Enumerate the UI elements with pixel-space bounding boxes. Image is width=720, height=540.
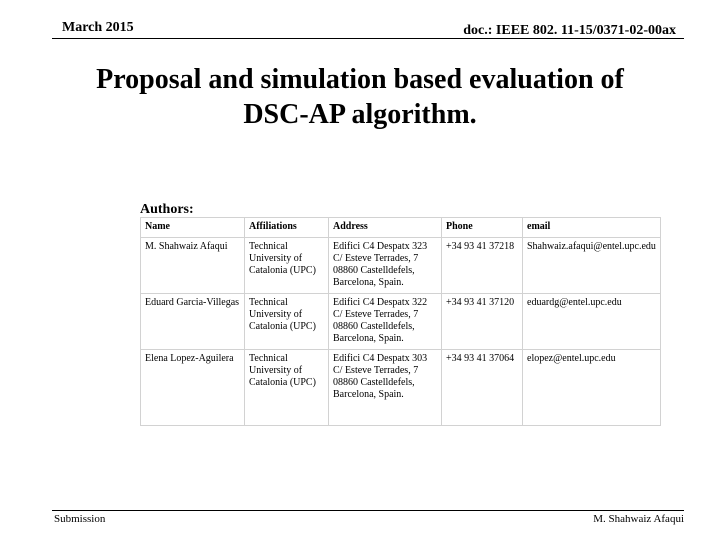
- title-line-2: DSC-AP algorithm.: [243, 99, 477, 130]
- cell-name: Elena Lopez-Aguilera: [141, 350, 245, 426]
- title-line-1: Proposal and simulation based evaluation of: [96, 64, 624, 95]
- authors-table: [140, 217, 661, 426]
- table-header-row: [141, 218, 661, 238]
- header-doc-id: doc.: IEEE 802. 11-15/0371-02-00ax: [463, 23, 676, 38]
- footer-author: M. Shahwaiz Afaqui: [593, 513, 684, 525]
- cell-address: Edifici C4 Despatx 303 C/ Esteve Terrades, 7 08860 Castelldefels, Barcelona, Spain.: [329, 350, 442, 426]
- cell-phone: +34 93 41 37064: [442, 350, 523, 426]
- cell-email: elopez@entel.upc.edu: [523, 350, 661, 426]
- footer-submission: Submission: [54, 513, 106, 525]
- column-header-phone: Phone: [442, 218, 523, 238]
- cell-affiliation: Technical University of Catalonia (UPC): [245, 238, 329, 294]
- header-divider: [52, 38, 684, 39]
- cell-phone: +34 93 41 37120: [442, 294, 523, 350]
- authors-label: Authors:: [140, 202, 194, 217]
- footer-divider: [52, 510, 684, 511]
- cell-name: Eduard Garcia-Villegas: [141, 294, 245, 350]
- cell-affiliation: Technical University of Catalonia (UPC): [245, 350, 329, 426]
- column-header-address: Address: [329, 218, 442, 238]
- cell-email: eduardg@entel.upc.edu: [523, 294, 661, 350]
- header-date: March 2015: [62, 20, 134, 35]
- cell-address: Edifici C4 Despatx 323 C/ Esteve Terrades, 7 08860 Castelldefels, Barcelona, Spain.: [329, 238, 442, 294]
- column-header-email: email: [523, 218, 661, 238]
- column-header-affiliations: Affiliations: [245, 218, 329, 238]
- table-row: [141, 294, 661, 350]
- cell-affiliation: Technical University of Catalonia (UPC): [245, 294, 329, 350]
- cell-phone: +34 93 41 37218: [442, 238, 523, 294]
- column-header-name: Name: [141, 218, 245, 238]
- table-row: [141, 350, 661, 426]
- cell-name: M. Shahwaiz Afaqui: [141, 238, 245, 294]
- cell-email: Shahwaiz.afaqui@entel.upc.edu: [523, 238, 661, 294]
- page-title: [40, 62, 680, 132]
- table-row: [141, 238, 661, 294]
- cell-address: Edifici C4 Despatx 322 C/ Esteve Terrades, 7 08860 Castelldefels, Barcelona, Spain.: [329, 294, 442, 350]
